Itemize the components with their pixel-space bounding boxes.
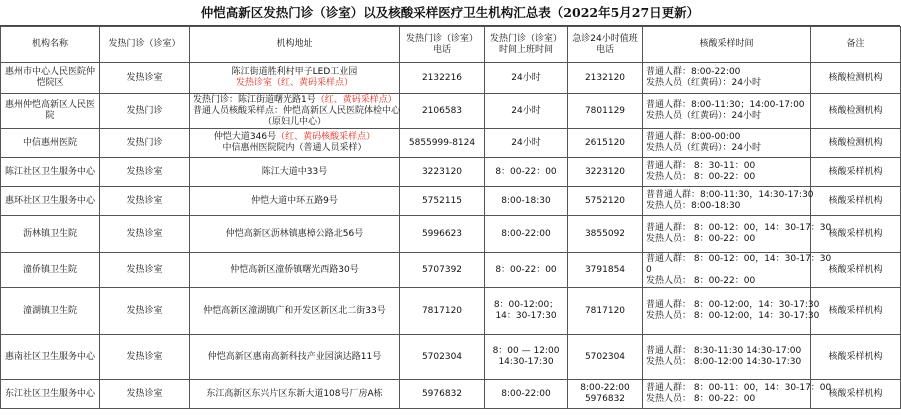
cell-hours: 8:00-22:00 <box>485 380 568 409</box>
table-row <box>1 380 901 409</box>
cell-note: 核酸采样机构 <box>811 187 901 216</box>
table-row <box>1 253 901 288</box>
table-row <box>1 288 901 335</box>
clinic-table <box>0 26 901 409</box>
cell-sampling-time: 普通人群：8:00-00:00 发热人员（红黄码）：24小时 <box>643 129 811 158</box>
cell-name: 惠南社区卫生服务中心 <box>1 335 100 380</box>
cell-emergency-phone: 3791854 <box>568 253 643 288</box>
cell-hours: 24小时 <box>485 94 568 129</box>
cell-emergency-phone: 3223120 <box>568 158 643 187</box>
header-cell: 发热门诊（诊室）时间上班时间 <box>485 27 568 63</box>
cell-hours: 24小时 <box>485 129 568 158</box>
cell-address: 发热门诊：陈江街道曙光路1号（红、黄码采样点） 普通人员核酸采样点：仲恺高新区人民医院体检中心 （原妇儿中心） <box>190 94 400 129</box>
table-row <box>1 335 901 380</box>
cell-address: 仲恺高新区潼侨镇曙光西路30号 <box>190 253 400 288</box>
cell-note: 核酸采样机构 <box>811 335 901 380</box>
cell-emergency-phone: 7801129 <box>568 94 643 129</box>
cell-name: 陈江社区卫生服务中心 <box>1 158 100 187</box>
cell-emergency-phone: 7817120 <box>568 288 643 335</box>
header-cell: 核酸采样时间 <box>643 27 811 63</box>
cell-address: 陈江大道中33号 <box>190 158 400 187</box>
cell-sampling-time: 普普通人群：8:00-11:30，14:30-17:30 发热人员：8:00-18:30 <box>643 187 811 216</box>
cell-address: 仲恺大道346号（红、黄码核酸采样点） 中信惠州医院院内（普通人员采样） <box>190 129 400 158</box>
cell-sampling-time: 普通人群： 8：00-12：00，14：30-17：30 发热人员： 8：00-22：00 <box>643 216 811 253</box>
cell-address: 仲恺高新区潼湖镇广和开发区新区北二街33号 <box>190 288 400 335</box>
header-cell: 发热门诊（诊室）电话 <box>400 27 485 63</box>
cell-hours: 8：00-22：00 <box>485 158 568 187</box>
cell-emergency-phone: 2615120 <box>568 129 643 158</box>
table-row <box>1 158 901 187</box>
cell-address: 东江高新区东兴片区东新大道108号厂房A栋 <box>190 380 400 409</box>
cell-clinic: 发热诊室 <box>100 216 190 253</box>
cell-emergency-phone: 3855092 <box>568 216 643 253</box>
cell-clinic: 发热诊室 <box>100 158 190 187</box>
cell-clinic: 发热诊室 <box>100 63 190 94</box>
cell-sampling-time: 普通人群： 8：00-12：00，14：30-17：30 0 发热人员： 8：00-22：00 <box>643 253 811 288</box>
cell-phone: 3223120 <box>400 158 485 187</box>
cell-phone: 7817120 <box>400 288 485 335</box>
header-row <box>1 27 901 63</box>
table-row <box>1 216 901 253</box>
cell-sampling-time: 普通人群：8:00-11:30；14:00-17:00 发热人员（红黄码）：24小时 <box>643 94 811 129</box>
page-title: 仲恺高新区发热门诊（诊室）以及核酸采样医疗卫生机构汇总表（2022年5月27日更新） <box>0 0 900 26</box>
cell-note: 核酸采样机构 <box>811 253 901 288</box>
cell-sampling-time: 普通人群： 8：00-12:00，14：30-17:30 发热人员： 8：00-12:00，14：30-17:30 <box>643 288 811 335</box>
cell-note: 核酸检测机构 <box>811 129 901 158</box>
cell-emergency-phone: 2132120 <box>568 63 643 94</box>
cell-hours: 8:00-18:30 <box>485 187 568 216</box>
cell-name: 沥林镇卫生院 <box>1 216 100 253</box>
cell-phone: 5996623 <box>400 216 485 253</box>
cell-name: 中信惠州医院 <box>1 129 100 158</box>
cell-address: 仲恺高新区沥林镇惠樟公路北56号 <box>190 216 400 253</box>
cell-note: 核酸检测机构 <box>811 63 901 94</box>
cell-sampling-time: 普通人群： 8:30-11:30 14:30-17:00 发热人员： 8:00-12:00 14:30-17:30 <box>643 335 811 380</box>
cell-clinic: 发热诊室 <box>100 288 190 335</box>
cell-note: 核酸采样机构 <box>811 158 901 187</box>
table-row <box>1 63 901 94</box>
cell-clinic: 发热门诊 <box>100 94 190 129</box>
cell-sampling-time: 普通人群：8:00-22:00 发热人员（红黄码）：24小时 <box>643 63 811 94</box>
table-row <box>1 129 901 158</box>
cell-phone: 5752115 <box>400 187 485 216</box>
cell-emergency-phone: 8:00-22:00 5976832 <box>568 380 643 409</box>
header-cell: 机构名称 <box>1 27 100 63</box>
cell-hours: 8：00-12:00； 14：30-17:30 <box>485 288 568 335</box>
cell-phone: 5702304 <box>400 335 485 380</box>
cell-hours: 8:00-22:00 <box>485 216 568 253</box>
cell-clinic: 发热诊室 <box>100 253 190 288</box>
cell-phone: 2106583 <box>400 94 485 129</box>
cell-note: 核酸采样机构 <box>811 380 901 409</box>
cell-clinic: 发热门诊 <box>100 129 190 158</box>
cell-name: 惠州仲恺高新区人民医院 <box>1 94 100 129</box>
cell-emergency-phone: 5752120 <box>568 187 643 216</box>
cell-address: 仲恺大道中环五路9号 <box>190 187 400 216</box>
cell-phone: 5976832 <box>400 380 485 409</box>
cell-hours: 8：00-22：00 <box>485 253 568 288</box>
cell-name: 东江社区卫生服务中心 <box>1 380 100 409</box>
header-cell: 发热门诊（诊室） <box>100 27 190 63</box>
cell-emergency-phone: 5702304 <box>568 335 643 380</box>
cell-name: 惠环社区卫生服务中心 <box>1 187 100 216</box>
cell-phone: 5855999-8124 <box>400 129 485 158</box>
cell-name: 惠州市中心人民医院仲恺院区 <box>1 63 100 94</box>
cell-clinic: 发热诊室 <box>100 335 190 380</box>
cell-hours: 24小时 <box>485 63 568 94</box>
cell-sampling-time: 普通人群： 8：00-11：00，14：30-17：00 发热人员： 8：00-22：00 <box>643 380 811 409</box>
cell-name: 潼侨镇卫生院 <box>1 253 100 288</box>
table-row <box>1 94 901 129</box>
header-cell: 机构地址 <box>190 27 400 63</box>
cell-hours: 8：00 — 12:00 14:30-17:30 <box>485 335 568 380</box>
cell-note: 核酸采样机构 <box>811 288 901 335</box>
cell-address: 陈江街道胜利村甲子LED工业园 发热诊室（红、黄码采样点） <box>190 63 400 94</box>
cell-sampling-time: 普通人群： 8：30-11：00 发热人员： 8：00-22：00 <box>643 158 811 187</box>
cell-clinic: 发热诊室 <box>100 380 190 409</box>
cell-address: 仲恺高新区惠南高新科技产业园演达路11号 <box>190 335 400 380</box>
cell-clinic: 发热诊室 <box>100 187 190 216</box>
cell-phone: 5707392 <box>400 253 485 288</box>
cell-phone: 2132216 <box>400 63 485 94</box>
table-row <box>1 187 901 216</box>
header-cell: 急诊24小时值班电话 <box>568 27 643 63</box>
cell-note: 核酸检测机构 <box>811 94 901 129</box>
cell-note: 核酸采样机构 <box>811 216 901 253</box>
header-cell: 备注 <box>811 27 901 63</box>
cell-name: 潼湖镇卫生院 <box>1 288 100 335</box>
